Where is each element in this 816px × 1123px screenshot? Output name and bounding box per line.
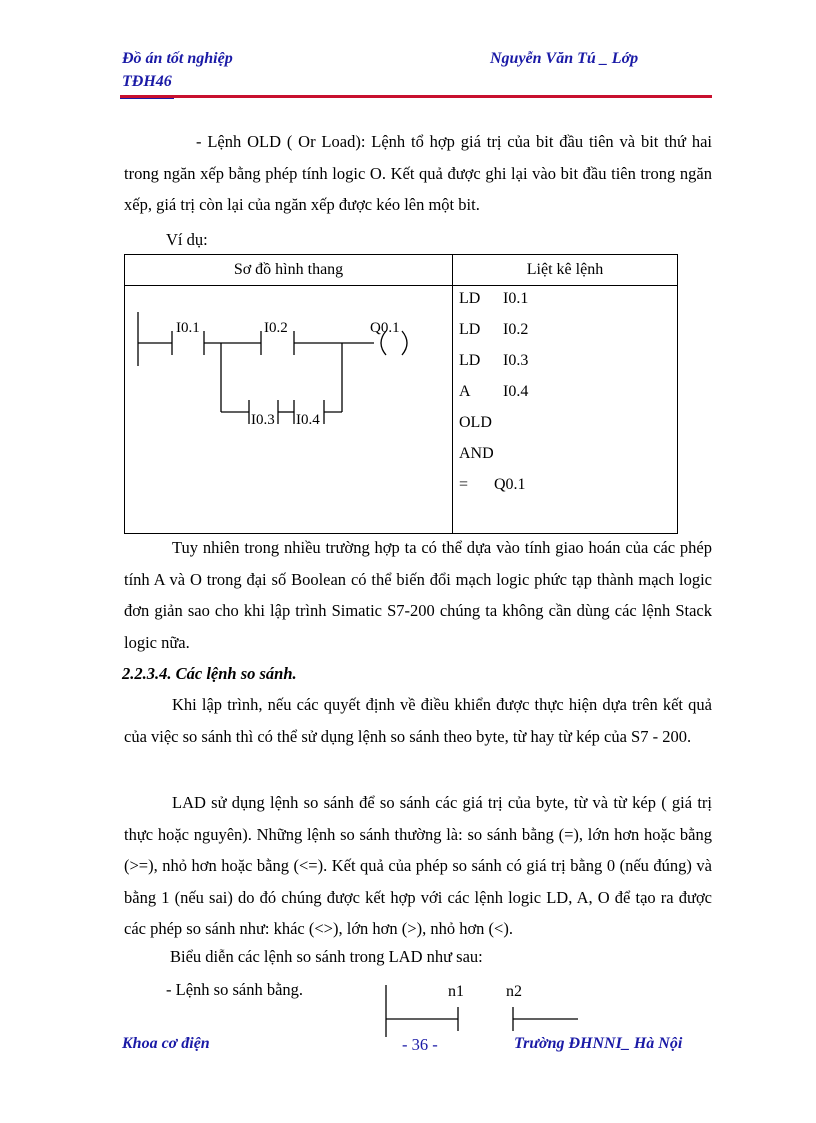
footer-school: Trường ĐHNNI_ Hà Nội	[514, 1035, 683, 1052]
compare-equal-label: - Lệnh so sánh bằng.	[166, 980, 304, 999]
header-author: Nguyễn Văn Tú _ Lớp	[490, 50, 639, 67]
label-i01: I0.1	[176, 320, 200, 336]
header-class-code: TĐH46	[122, 73, 172, 90]
table-header-ladder: Sơ đồ hình thang	[125, 255, 453, 286]
label-q01: Q0.1	[370, 320, 400, 336]
instr-op: A	[459, 383, 471, 400]
instruction-list-cell	[453, 286, 678, 534]
instr-op: AND	[459, 445, 494, 462]
instr-arg: I0.1	[503, 290, 529, 307]
paragraph-khi-lap-trinh: Khi lập trình, nếu các quyết định về điều khiển được thực hiện dựa trên kết quả của việc so sánh thì có thể sử dụng lệnh so sánh theo byte, từ hay từ kép của S7 - 200.	[124, 695, 712, 746]
ladder-diagram	[124, 286, 452, 534]
label-i04: I0.4	[296, 412, 320, 428]
paragraph-bieu-dien: Biểu diễn các lệnh so sánh trong LAD như sau:	[170, 947, 483, 966]
instr-op: =	[459, 476, 469, 493]
table-header-instructions: Liệt kê lệnh	[453, 255, 678, 286]
footer-faculty: Khoa cơ điện	[122, 1035, 210, 1052]
instr-arg: Q0.1	[494, 476, 526, 493]
compare-n2: n2	[506, 983, 522, 1000]
paragraph-tuy-nhien: Tuy nhiên trong nhiều trường hợp ta có thể dựa vào tính giao hoán của các phép tính A và O trong đại số Boolean có thể biến đổi mạch logic phức tạp thành mạch logic đơn giản sao cho khi lập trình Simatic S7-200 chúng ta không cần dùng các lệnh Stack logic nữa.	[124, 538, 712, 652]
page-number: - 36 -	[402, 1035, 438, 1054]
header-underline	[120, 98, 174, 99]
paragraph-lad: LAD sử dụng lệnh so sánh để so sánh các giá trị của byte, từ và từ kép ( giá trị thực hoặc nguyên). Những lệnh so sánh thường là: so sánh bằng (=), lớn hơn hoặc bằng (>=), nhỏ hơn hoặc bằng (<=). Kết quả của phép so sánh có giá trị bằng 0 (nếu đúng) và bằng 1 (nếu sai) do đó chúng được kết hợp với các lệnh logic LD, A, O để tạo ra được các phép so sánh như: khác (<>), lớn hơn (>), nhỏ hơn (<).	[124, 793, 712, 938]
instr-arg: I0.2	[503, 321, 529, 338]
instr-op: LD	[459, 352, 481, 369]
coil-right	[402, 331, 407, 355]
compare-n1: n1	[448, 983, 464, 1000]
instr-arg: I0.3	[503, 352, 529, 369]
section-heading: 2.2.3.4. Các lệnh so sánh.	[122, 664, 297, 683]
example-label: Ví dụ:	[166, 230, 208, 249]
header-title: Đồ án tốt nghiệp	[122, 50, 233, 67]
instr-op: LD	[459, 321, 481, 338]
instr-op: LD	[459, 290, 481, 307]
instr-arg: I0.4	[503, 383, 529, 400]
label-i03: I0.3	[251, 412, 275, 428]
instr-op: OLD	[459, 414, 492, 431]
header-rule	[120, 95, 712, 98]
paragraph-old: - Lệnh OLD ( Or Load): Lệnh tổ hợp giá trị của bit đầu tiên và bit thứ hai trong ngăn xếp bằng phép tính logic O. Kết quả được ghi lại vào bit đầu tiên trong ngăn xếp, giá trị còn lại của ngăn xếp được kéo lên một bit.	[124, 132, 712, 214]
label-i02: I0.2	[264, 320, 288, 336]
